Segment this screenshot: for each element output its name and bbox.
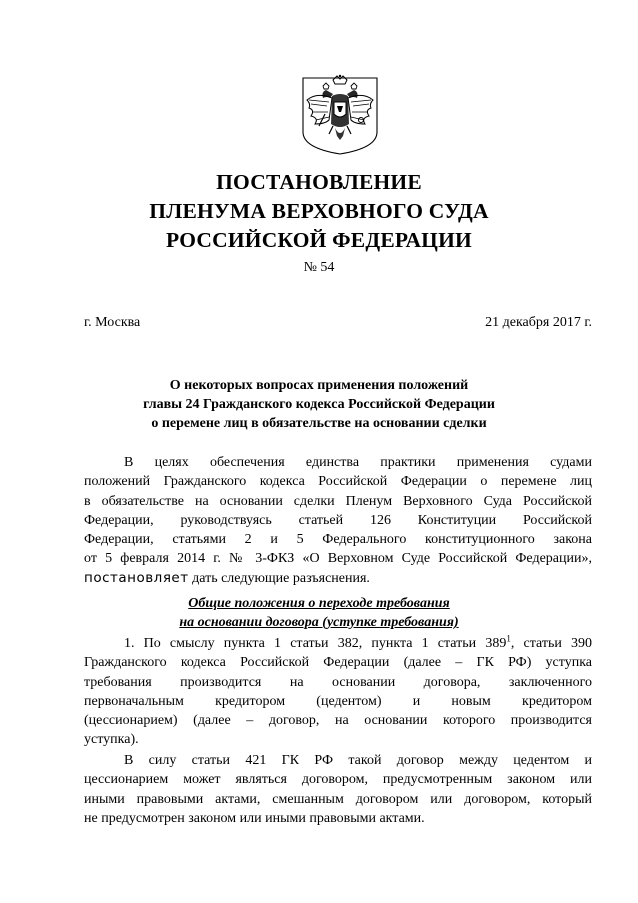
text-line: не предусмотрен законом или иными правовыми актами. (84, 810, 425, 826)
text-line: иными правовыми актами, смешанным договором или договором, который (84, 791, 592, 807)
document-title (0, 168, 638, 255)
point-1-paragraph (84, 634, 592, 750)
text-line: положений Гражданского кодекса Российской Федерации о перемене лиц (84, 474, 592, 490)
document-number: № 54 (303, 260, 335, 275)
section-heading-line-2: на основании договора (уступке требования) (179, 615, 459, 630)
text-fragment: 1. По смыслу пункта 1 статьи 382, пункта 1 статьи 389 (124, 636, 507, 651)
document-date: 21 декабря 2017 г. (485, 315, 592, 330)
text-line: от 5 февраля 2014 г. № 3-ФКЗ «О Верховном Суде Российской Федерации», (84, 551, 592, 567)
resolves-word: постановляет (84, 569, 189, 586)
text-line: в обязательстве на основании сделки Пленум Верховного Суда Российской (84, 493, 592, 509)
subject-line-1: О некоторых вопросах применения положений (169, 378, 469, 393)
text-line: В силу статьи 421 ГК РФ такой договор между цедентом и (124, 753, 592, 768)
preamble-paragraph (84, 453, 592, 588)
text-line (84, 569, 592, 588)
section-heading-line-1: Общие положения о переходе требования (188, 596, 450, 611)
text-fragment: дать следующие разъяснения. (188, 570, 370, 586)
point-1-continuation (84, 751, 592, 828)
text-line: требования производится на основании договора, заключенного (84, 674, 592, 690)
title-line-1: ПОСТАНОВЛЕНИЕ (216, 170, 422, 194)
coat-of-arms-icon (299, 74, 381, 156)
document-city: г. Москва (84, 315, 141, 330)
text-fragment: , статьи 390 (510, 636, 593, 651)
title-line-3: РОССИЙСКОЙ ФЕДЕРАЦИИ (166, 228, 472, 252)
subject-line-3: о перемене лиц в обязательстве на основании сделки (151, 416, 487, 431)
text-line: уступка). (84, 732, 139, 748)
text-line: Федерации, статьями 2 и 5 Федерального конституционного закона (84, 532, 592, 548)
subject-line-2: главы 24 Гражданского кодекса Российской Федерации (143, 397, 495, 412)
text-line: цессионарием может являться договором, предусмотренным законом или (84, 772, 592, 788)
text-line: Гражданского кодекса Российской Федерации (далее – ГК РФ) уступка (84, 655, 592, 671)
title-line-2: ПЛЕНУМА ВЕРХОВНОГО СУДА (149, 199, 489, 223)
superscript: 1 (506, 633, 511, 644)
text-line: первоначальным кредитором (цедентом) и новым кредитором (84, 693, 592, 709)
document-subject (0, 376, 638, 433)
text-line (84, 634, 592, 653)
section-heading (0, 594, 638, 632)
text-line: (цессионарием) (далее – договор, на основании которого производится (84, 713, 592, 729)
text-line: В целях обеспечения единства практики применения судами (124, 455, 592, 470)
text-line: Федерации, руководствуясь статьей 126 Конституции Российской (84, 512, 592, 528)
